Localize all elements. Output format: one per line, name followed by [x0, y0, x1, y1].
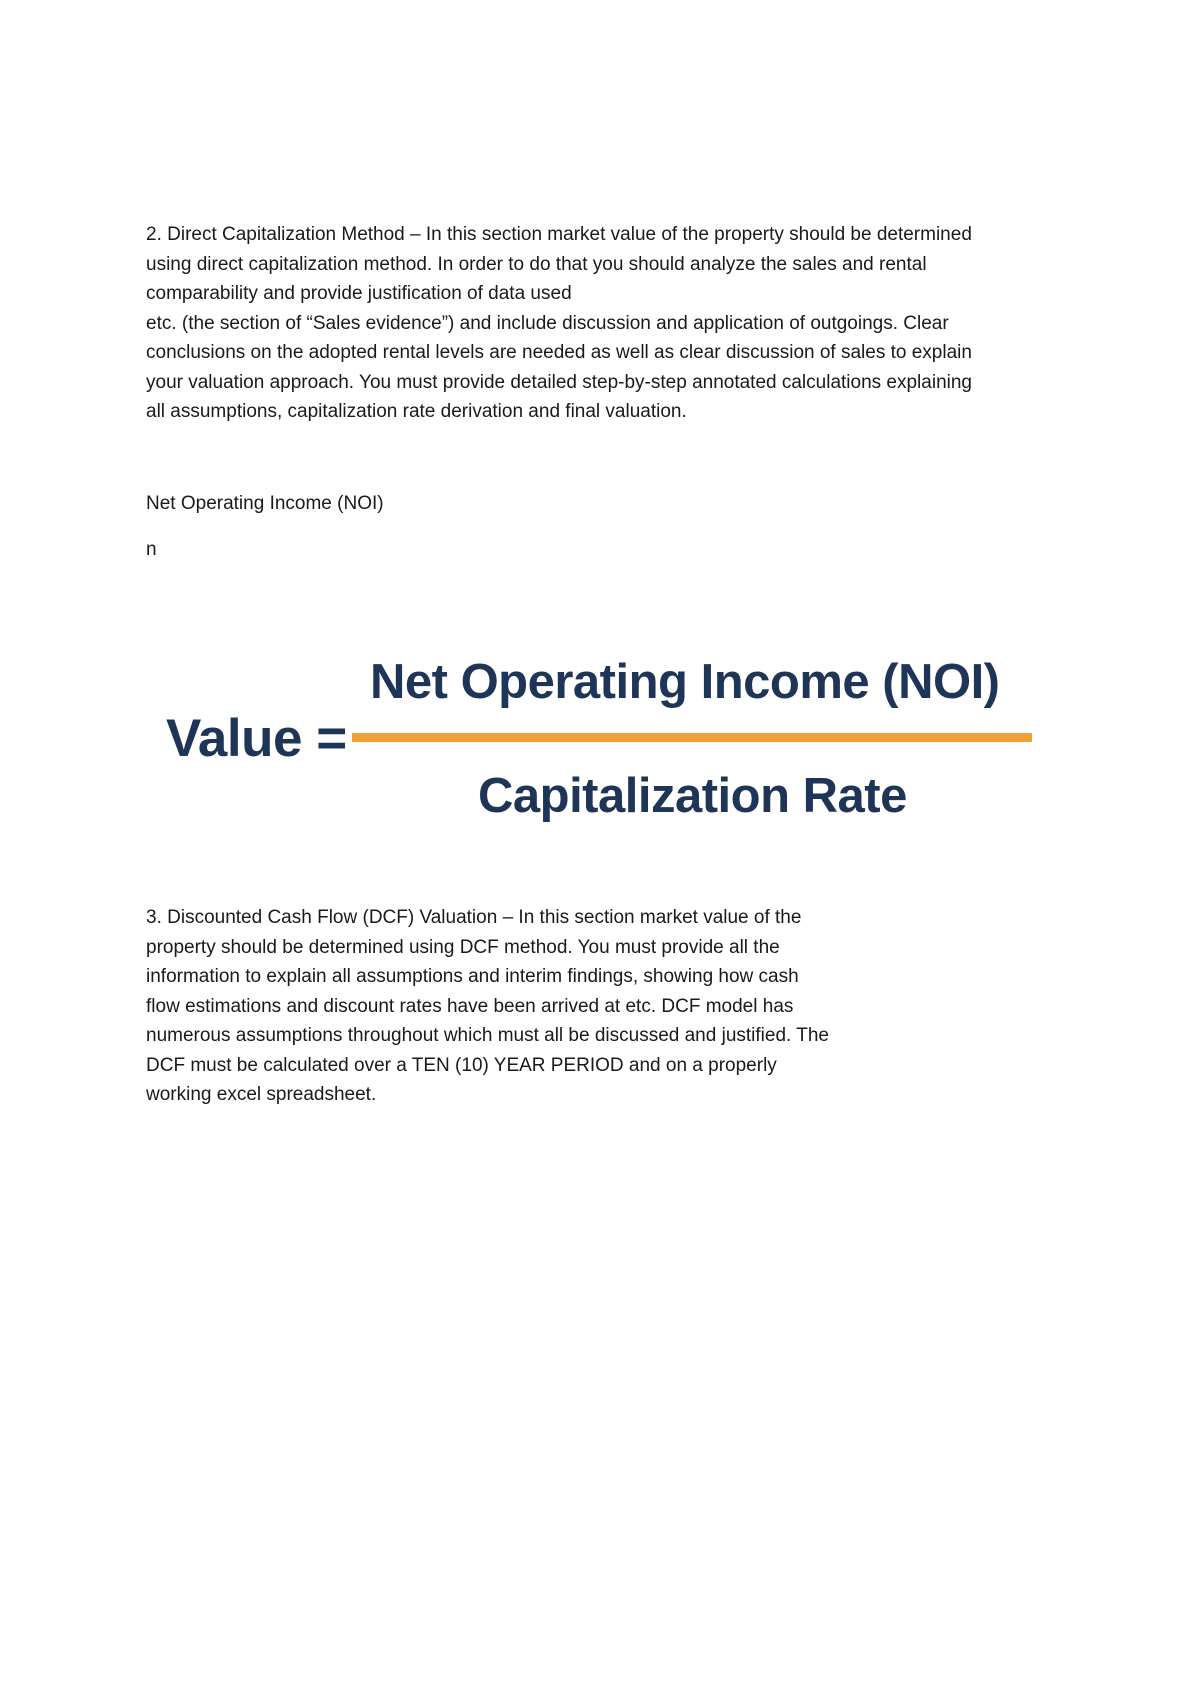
- formula-lhs: Value =: [166, 709, 347, 768]
- noi-label: Net Operating Income (NOI): [146, 493, 384, 514]
- section-2-line: all assumptions, capitalization rate derivation and final valuation.: [146, 401, 687, 422]
- section-2-line: conclusions on the adopted rental levels are needed as well as clear discussion of sales to explain: [146, 342, 972, 363]
- formula-numerator: Net Operating Income (NOI): [370, 655, 1000, 709]
- section-3-line: information to explain all assumptions and interim findings, showing how cash: [146, 966, 799, 987]
- section-3-line: numerous assumptions throughout which must all be discussed and justified. The: [146, 1025, 829, 1046]
- section-3-paragraph: [146, 903, 906, 1110]
- section-2-line: using direct capitalization method. In order to do that you should analyze the sales and rental: [146, 253, 927, 275]
- section-3-line: DCF must be calculated over a TEN (10) YEAR PERIOD and on a properly: [146, 1054, 777, 1076]
- fraction-bar: [352, 733, 1032, 742]
- section-3-line: property should be determined using DCF method. You must provide all the: [146, 936, 780, 958]
- section-2-paragraph: [146, 220, 1066, 427]
- section-3-line: working excel spreadsheet.: [146, 1084, 377, 1105]
- section-2-line: your valuation approach. You must provide detailed step-by-step annotated calculations explaining: [146, 371, 972, 393]
- section-3-line: 3. Discounted Cash Flow (DCF) Valuation – In this section market value of the: [146, 907, 802, 928]
- formula-denominator: Capitalization Rate: [478, 769, 907, 823]
- section-3-line: flow estimations and discount rates have been arrived at etc. DCF model has: [146, 995, 794, 1017]
- section-2-line: 2. Direct Capitalization Method – In this section market value of the property should be determined: [146, 224, 972, 245]
- section-2-line: etc. (the section of “Sales evidence”) and include discussion and application of outgoings. Clear: [146, 312, 949, 334]
- section-2-line: comparability and provide justification of data used: [146, 283, 572, 304]
- stray-text: n: [146, 539, 157, 560]
- valuation-formula: [160, 640, 1040, 840]
